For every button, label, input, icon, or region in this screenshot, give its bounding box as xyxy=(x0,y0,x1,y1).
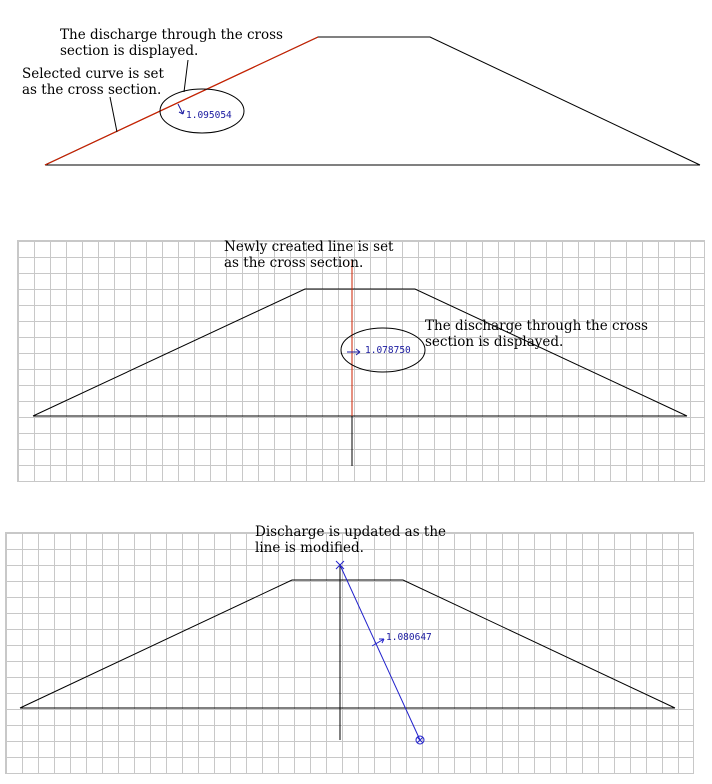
discharge-value: 1.095054 xyxy=(186,110,232,121)
channel-profile[interactable] xyxy=(20,580,675,708)
leader-line-selected xyxy=(110,97,117,132)
panel-modified-line xyxy=(0,524,712,772)
annotation-new-line-line-1: Newly created line is set xyxy=(224,239,394,255)
annotation-updated-line-2: line is modified. xyxy=(255,540,364,556)
panel-2-canvas xyxy=(0,240,712,480)
panel-selected-curve xyxy=(0,0,712,180)
panel-1-canvas xyxy=(0,0,712,180)
annotation-discharge-line-1: The discharge through the cross xyxy=(425,318,648,334)
drag-handle-cross xyxy=(417,737,423,743)
annotation-selected-line-1: Selected curve is set xyxy=(22,66,164,82)
annotation-updated-line-1: Discharge is updated as the xyxy=(255,524,447,540)
leader-line-discharge xyxy=(184,60,188,92)
flow-direction-arrow-icon xyxy=(347,349,360,355)
flow-direction-arrow-icon xyxy=(178,104,184,114)
panel-3-canvas xyxy=(0,524,712,772)
discharge-value: 1.080647 xyxy=(386,632,432,643)
annotation-discharge-line-1: The discharge through the cross xyxy=(60,27,283,43)
modified-cross-section-line[interactable] xyxy=(340,565,420,740)
annotation-discharge-line-2: section is displayed. xyxy=(425,334,564,350)
panel-new-line xyxy=(0,240,712,480)
discharge-value: 1.078750 xyxy=(365,345,411,356)
annotation-selected-line-2: as the cross section. xyxy=(22,82,162,98)
annotation-new-line-line-2: as the cross section. xyxy=(224,255,364,271)
annotation-discharge-line-2: section is displayed. xyxy=(60,43,199,59)
